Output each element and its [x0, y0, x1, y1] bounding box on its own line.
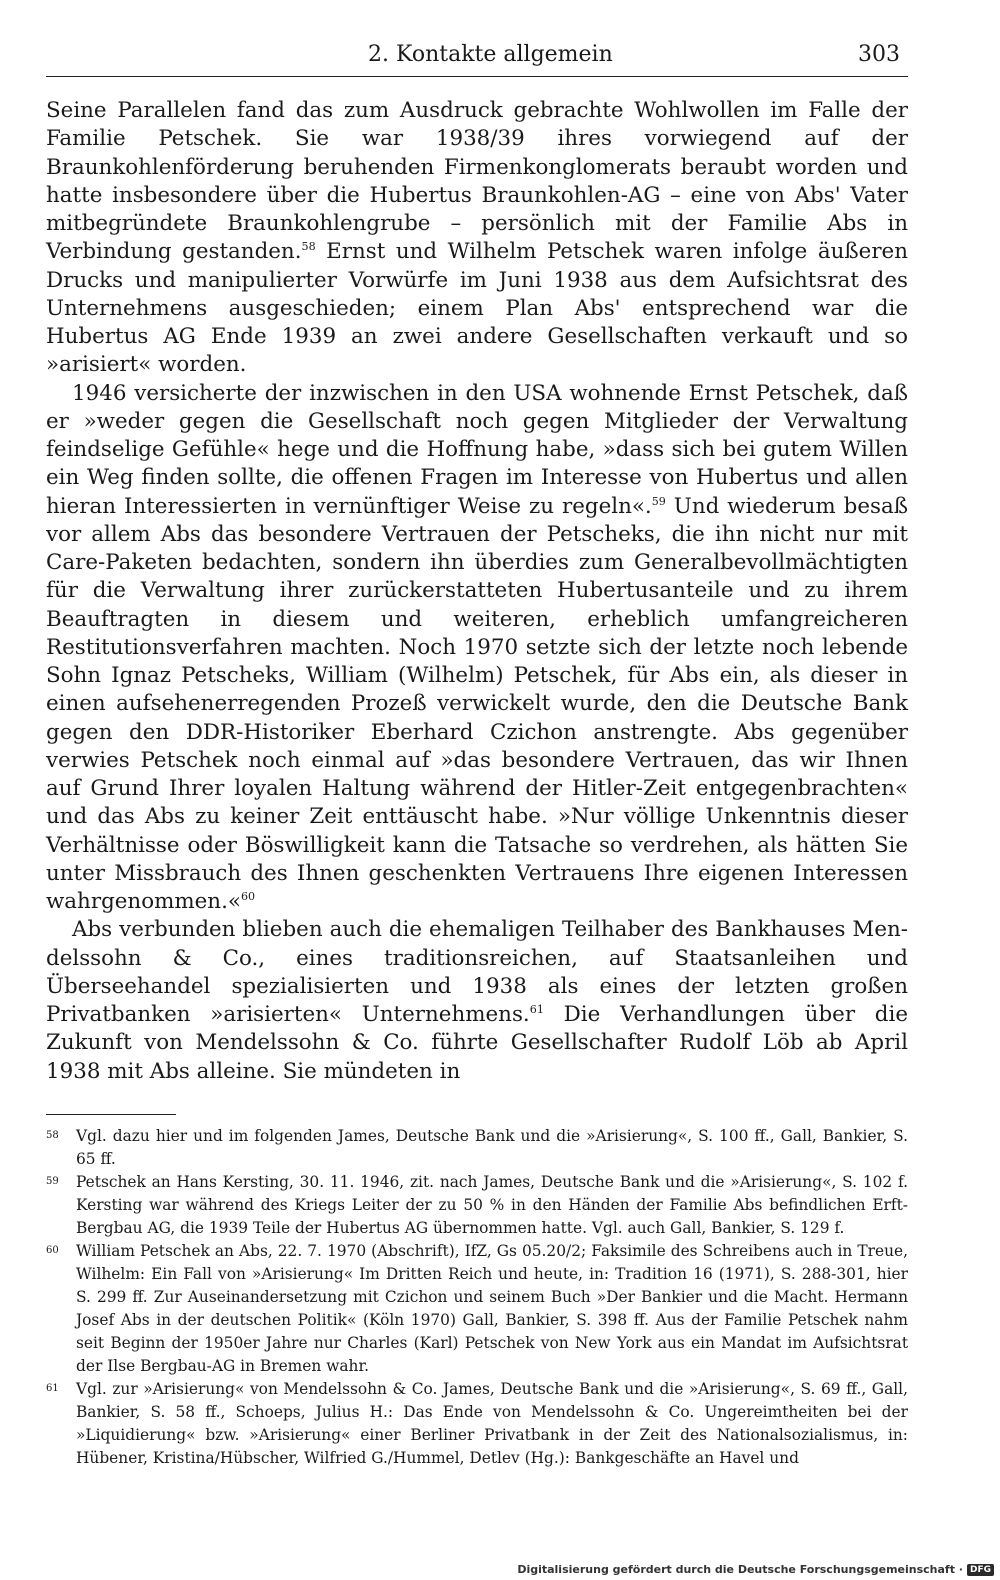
dfg-logo: DFG	[967, 1564, 994, 1576]
running-head	[46, 36, 908, 77]
text-run: Die Verhandlungen über die Zukunft von Mendelssohn & Co. führte Gesellschafter Rudolf Löb ab April 1938 mit Abs alleine. Sie mündeten in	[46, 1002, 908, 1084]
footnote	[46, 1378, 908, 1470]
text-run: Und wiederum besaß vor allem Abs das besondere Vertrauen der Petscheks, die ihn nicht nur mit Care-Paketen bedachten, sondern ihn überdies zum Generalbevollmächtigten für die Verwaltung ihrer zurückerstatteten Hubertusanteile und zu ihrem Beauftragten in diesem und weiteren, erheblich umfangreicheren Restitutionsverfahren machten. Noch 1970 setzte sich der letzte noch lebende Sohn Ignaz Petscheks, William (Wilhelm) Petschek, für Abs ein, als dieser in einen aufsehenerregenden Prozeß verwickelt wurde, den die Deutsche Bank gegen den DDR-Historiker Eberhard Czichon anstrengte. Abs gegenüber verwies Petschek noch einmal auf »das besondere Vertrauen, das wir Ihnen auf Grund Ihrer loyalen Haltung während der Hitler-Zeit entgegenbrachten« und das Abs zu keiner Zeit enttäuscht habe. »Nur völlige Unkenntnis dieser Verhältnisse oder Böswilligkeit kann die Tatsache so verdrehen, als hätten Sie unter Missbrauch des Ihnen geschenkten Vertrauens Ihre eigenen Interessen wahrgenommen.«	[46, 493, 908, 914]
digitization-credit	[517, 1563, 994, 1576]
footnote-ref: 59	[651, 494, 666, 508]
text-run: 1946 versicherte der inzwischen in den USA wohnende Ernst Petschek, daß er »weder gegen die Gesellschaft noch gegen Mitglieder der Verwaltung feindselige Gefühle« hege und die Hoffnung habe, »dass sich bei gutem Willen ein Weg finden sollte, die offenen Fragen im Interesse von Hubertus und allen hieran Interessierten in vernünftiger Weise zu regeln«.	[46, 380, 908, 519]
credit-text: Digitalisierung gefördert durch die Deutsche Forschungsgemeinschaft ·	[517, 1563, 963, 1576]
footnote-number: 60	[46, 1244, 59, 1256]
footnotes	[46, 1125, 908, 1470]
footnote-ref: 58	[301, 240, 316, 254]
chapter-title: 2. Kontakte allgemein	[368, 42, 613, 67]
paragraph	[46, 380, 908, 917]
footnote-number: 58	[46, 1129, 59, 1141]
footnote-text: William Petschek an Abs, 22. 7. 1970 (Abschrift), IfZ, Gs 05.20/2; Faksimile des Schreibens auch in Treue, Wilhelm: Ein Fall von »Arisierung« Im Dritten Reich und heute, in: Tradition 16 (1971), S. 288-301, hier S. 299 ff. Zur Auseinandersetzung mit Czichon und seinem Buch »Der Bankier und die Macht. Hermann Josef Abs in der deutschen Politik« (Köln 1970) Gall, Bankier, S. 398 ff. Aus der Familie Petschek nahm seit Beginn der 1950er Jahre nur Charles (Karl) Petschek von New York aus ein Mandat im Aufsichtsrat der Ilse Bergbau-AG in Bremen wahr.	[76, 1241, 908, 1375]
footnote	[46, 1171, 908, 1240]
text-run: Abs verbunden blieben auch die ehemaligen Teilhaber des Bankhauses Mendelssohn & Co., eines traditionsreichen, auf Staatsanleihen und Überseehandel spezialisierten und 1938 als eines der letzten großen Privatbanken »arisierten« Unternehmens.	[46, 917, 908, 1027]
book-page	[46, 36, 908, 1470]
footnote-number: 59	[46, 1175, 59, 1187]
footnote-ref: 61	[529, 1002, 544, 1016]
footnote	[46, 1240, 908, 1378]
main-text	[46, 97, 908, 1086]
page-number: 303	[858, 42, 900, 67]
text-run: Seine Parallelen fand das zum Ausdruck gebrachte Wohlwollen im Falle der Familie Petschek. Sie war 1938/39 ihres vorwiegend auf der Braunkohlenförderung beruhenden Firmenkonglomerats beraubt worden und hatte insbesondere über die Hubertus Braunkohlen-AG – eine von Abs' Vater mitbegründete Braunkohlengrube – persönlich mit der Familie Abs in Verbindung gestanden.	[46, 98, 908, 265]
paragraph	[46, 97, 908, 380]
text-run: Ernst und Wilhelm Petschek waren infolge äußeren Drucks und manipulierter Vorwürfe im Juni 1938 aus dem Aufsichtsrat des Unternehmens ausgeschieden; einem Plan Abs' entsprechend war die Hubertus AG Ende 1939 an zwei andere Gesellschaften verkauft und so »arisiert« worden.	[46, 239, 908, 378]
paragraph	[46, 916, 908, 1086]
footnote-text: Vgl. dazu hier und im folgenden James, Deutsche Bank und die »Arisierung«, S. 100 ff., Gall, Bankier, S. 65 ff.	[76, 1126, 908, 1168]
footnote-text: Vgl. zur »Arisierung« von Mendelssohn & Co. James, Deutsche Bank und die »Arisierung«, S. 69 ff., Gall, Bankier, S. 58 ff., Schoeps, Julius H.: Das Ende von Mendelssohn & Co. Ungereimtheiten bei der »Liquidierung« bzw. »Arisierung« einer Berliner Privatbank in der Zeit des Nationalsozialismus, in: Hübener, Kristina/Hübscher, Wilfried G./Hummel, Detlev (Hg.): Bankgeschäfte an Havel und	[76, 1379, 908, 1467]
footnote-number: 61	[46, 1382, 59, 1394]
footnote-divider	[46, 1114, 176, 1115]
footnote-text: Petschek an Hans Kersting, 30. 11. 1946, zit. nach James, Deutsche Bank und die »Arisierung«, S. 102 f. Kersting war während des Kriegs Leiter der zu 50 % in den Händen der Familie Abs befindlichen Erft-Bergbau AG, die 1939 Teile der Hubertus AG übernommen hatte. Vgl. auch Gall, Bankier, S. 129 f.	[76, 1172, 908, 1237]
footnote	[46, 1125, 908, 1171]
footnote-ref: 60	[240, 889, 256, 903]
